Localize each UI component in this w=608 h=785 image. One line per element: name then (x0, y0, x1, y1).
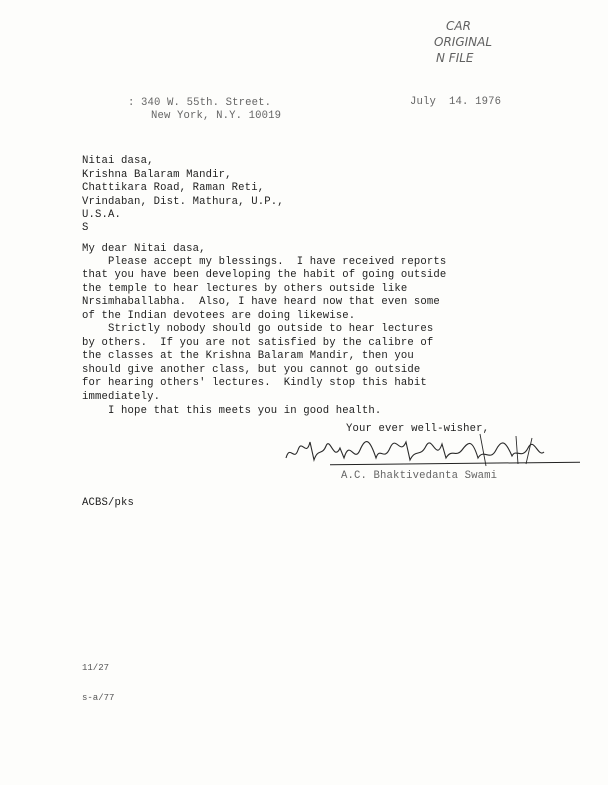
recipient-address-line-1: Krishna Balaram Mandir, (82, 169, 232, 181)
stamp-line-3: N FILE (436, 51, 474, 65)
recipient-address-line-2: Chattikara Road, Raman Reti, (82, 182, 265, 194)
original-file-stamp (424, 18, 492, 66)
body-line: Strictly nobody should go outside to hear lectures (82, 323, 434, 335)
margin-note-line-1: 11/27 (82, 663, 110, 673)
recipient-address-line-3: Vrindaban, Dist. Mathura, U.P., (82, 196, 284, 208)
sender-address-line-2: New York, N.Y. 10019 (151, 110, 282, 122)
closing: Your ever well-wisher, (346, 423, 490, 435)
margin-note-line-2: s-a/77 (82, 693, 115, 703)
letter-date: July 14. 1976 (410, 96, 502, 108)
body-line: I hope that this meets you in good health. (82, 405, 382, 417)
body-line: for hearing others' lectures. Kindly stop this habit (82, 377, 427, 389)
body-line: should give another class, but you cannot go outside (82, 364, 421, 376)
body-line: the classes at the Krishna Balaram Mandir, then you (82, 350, 414, 362)
typist-initials: ACBS/pks (82, 497, 135, 509)
signature-name: A.C. Bhaktivedanta Swami (341, 470, 498, 482)
stamp-line-1: CAR (446, 19, 471, 33)
sender-address-line-1: : 340 W. 55th. Street. (128, 97, 272, 109)
body-line: of the Indian devotees are doing likewise. (82, 310, 356, 322)
body-line: that you have been developing the habit of going outside (82, 269, 447, 281)
body-line: Nrsimhaballabha. Also, I have heard now that even some (82, 296, 440, 308)
stamp-line-2: ORIGINAL (434, 35, 493, 49)
salutation: My dear Nitai dasa, (82, 243, 206, 255)
recipient-address-line-5: S (82, 222, 89, 234)
recipient-address-line-4: U.S.A. (82, 209, 122, 221)
recipient-name: Nitai dasa, (82, 155, 154, 167)
body-line: immediately. (82, 391, 161, 403)
body-line: Please accept my blessings. I have received reports (82, 256, 447, 268)
body-line: by others. If you are not satisfied by the calibre of (82, 337, 434, 349)
body-line: the temple to hear lectures by others outside like (82, 283, 408, 295)
margin-note (82, 643, 114, 723)
